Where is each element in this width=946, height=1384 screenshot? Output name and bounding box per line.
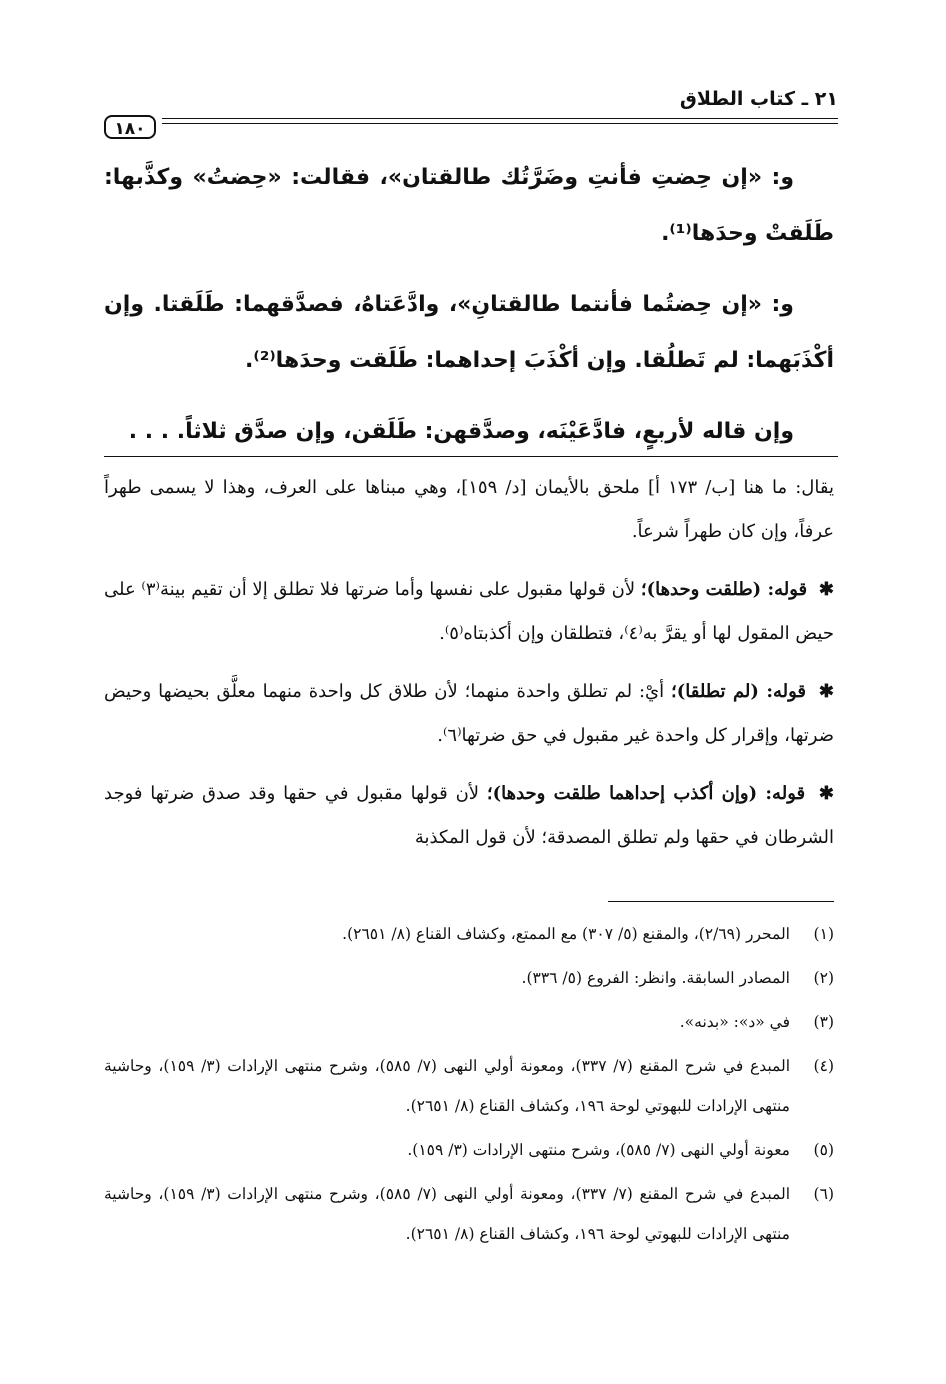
footnote — [104, 958, 834, 998]
footnote — [104, 1174, 834, 1254]
footnote-text: في «د»: «بدنه». — [679, 1013, 790, 1031]
footnote-number: (٤) — [813, 1057, 834, 1075]
header-rule-top — [162, 118, 838, 119]
commentary-note — [104, 568, 834, 656]
commentary — [104, 466, 834, 874]
matn-paragraph: و: «إن حِضتُما فأنتما طالقتانِ»، وادَّعَتاهُ، فصدَّقهما: طَلَقتا. وإن أكْذَبَهما: لم تَطلُقا. وإن أكْذَبَ إحداهما: طَلَقت وحدَها⁽²⁾. — [104, 292, 834, 373]
footnote — [104, 1002, 834, 1042]
note-lead: قوله: (لم تطلقا)؛ — [670, 681, 807, 702]
footnote-number: (٣) — [813, 1013, 834, 1031]
star-marker: ✱ — [818, 579, 834, 600]
page-number-box: ١٨٠ — [104, 115, 156, 139]
matn-paragraph: و: «إن حِضتِ فأنتِ وضَرَّتُك طالقتان»، فقالت: «حِضتُ» وكذَّبها: طَلَقتْ وحدَها⁽¹⁾. — [104, 165, 834, 246]
note-text: لأن قولها مقبول على نفسها وأما ضرتها فلا تطلق إلا أن تقيم بينة⁽٣⁾ على حيض المقول لها أو يقرَّ به⁽٤⁾، فتطلقان وإن أكذبتاه⁽٥⁾. — [104, 579, 834, 644]
footnote — [104, 914, 834, 954]
footnote-text: معونة أولي النهى (٧/ ٥٨٥)، وشرح منتهى الإرادات (٣/ ١٥٩). — [407, 1141, 790, 1159]
footnotes — [104, 914, 834, 1258]
note-text: لأن قولها مقبول في حقها وقد صدق ضرتها فوجد الشرطان في حقها ولم تطلق المصدقة؛ لأن قول المكذبة — [104, 783, 834, 848]
footnote-number: (٢) — [813, 969, 834, 987]
star-marker: ✱ — [818, 681, 834, 702]
commentary-intro: يقال: ما هنا [ب/ ١٧٣ أ] ملحق بالأيمان [د/ ١٥٩]، وهي مبناها على العرف، وهذا لا يسمى طهراً عرفاً، وإن كان طهراً شرعاً. — [104, 477, 834, 542]
footnote-text: المبدع في شرح المقنع (٧/ ٣٣٧)، ومعونة أولي النهى (٧/ ٥٨٥)، وشرح منتهى الإرادات (٣/ ١٥٩)، وحاشية منتهى الإرادات للبهوتي لوحة ١٩٦، وكشاف القناع (٨/ ٢٦٥١). — [104, 1057, 791, 1115]
note-lead: قوله: (طلقت وحدها)؛ — [640, 579, 808, 600]
main-text-separator — [104, 456, 838, 457]
footnote-number: (٥) — [813, 1141, 834, 1159]
footnote — [104, 1130, 834, 1170]
footnote-text: المحرر (٢/٦٩)، والمقنع (٥/ ٣٠٧) مع الممتع، وكشاف القناع (٨/ ٢٦٥١). — [342, 925, 790, 943]
main-text — [104, 150, 834, 475]
page-header — [104, 86, 838, 146]
matn-paragraph: وإن قاله لأربعٍ، فادَّعَيْنَه، وصدَّقهن: طَلَقن، وإن صدَّق ثلاثاً. . . . — [128, 419, 794, 444]
footnote-separator — [608, 901, 834, 902]
footnote-number: (٦) — [813, 1185, 834, 1203]
footnote-number: (١) — [813, 925, 834, 943]
footnote-text: المبدع في شرح المقنع (٧/ ٣٣٧)، ومعونة أولي النهى (٧/ ٥٨٥)، وشرح منتهى الإرادات (٣/ ١٥٩)، وحاشية منتهى الإرادات للبهوتي لوحة ١٩٦، وكشاف القناع (٨/ ٢٦٥١). — [104, 1185, 791, 1243]
note-text: أيْ: لم تطلق واحدة منهما؛ لأن طلاق كل واحدة منهما معلَّق بحيضها وحيض ضرتها، وإقرار كل واحدة غير مقبول في حق ضرتها⁽٦⁾. — [104, 681, 834, 746]
footnote-text: المصادر السابقة. وانظر: الفروع (٥/ ٣٣٦). — [521, 969, 790, 987]
commentary-note — [104, 670, 834, 758]
footnote — [104, 1046, 834, 1126]
commentary-note — [104, 772, 834, 860]
note-lead: قوله: (وإن أكذب إحداهما طلقت وحدها)؛ — [486, 783, 806, 804]
header-rule-bottom — [162, 123, 838, 124]
chapter-title: ٢١ ـ كتاب الطلاق — [679, 88, 838, 110]
star-marker: ✱ — [818, 783, 834, 804]
